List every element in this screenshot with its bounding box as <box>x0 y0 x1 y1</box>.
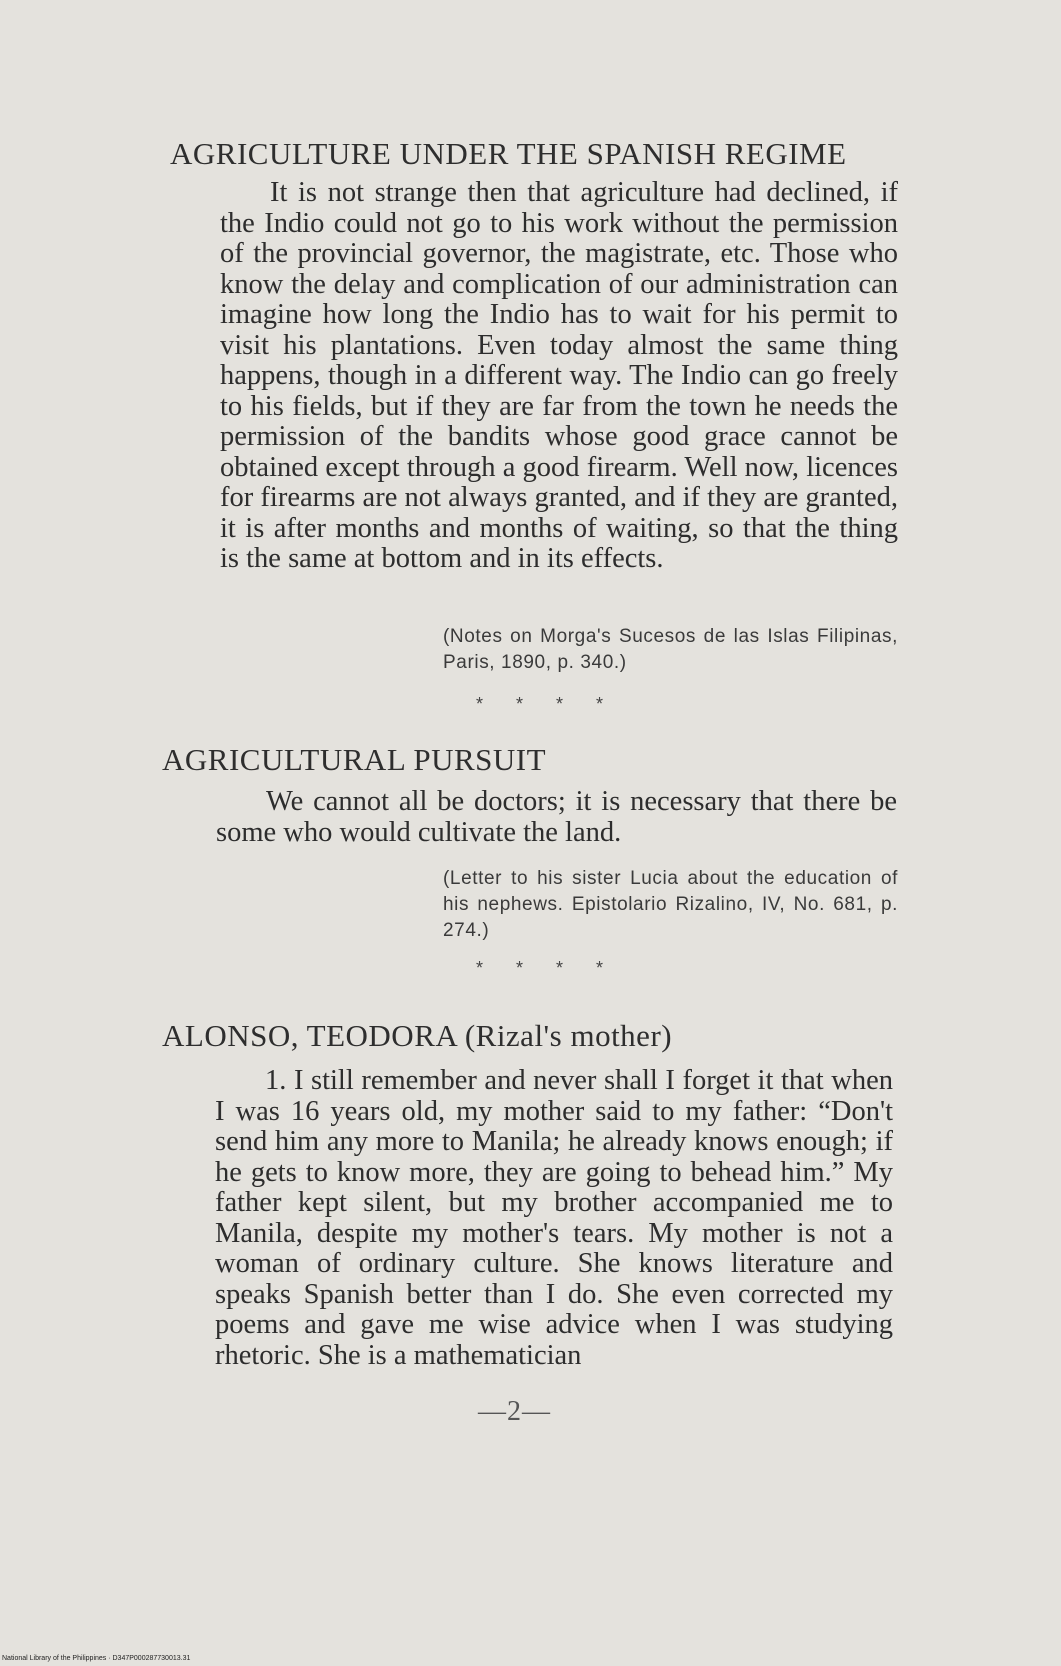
heading-subtitle: (Rizal's mother) <box>464 1018 673 1053</box>
section-body-agricultural-pursuit: We cannot all be doctors; it is necessary that there be some who would cultivate the land. <box>216 786 897 848</box>
separator-stars: * * * * <box>476 694 618 714</box>
section-heading-agricultural-pursuit: AGRICULTURAL PURSUIT <box>162 742 547 777</box>
page-number: —2— <box>478 1396 551 1427</box>
citation-letter-to-lucia: (Letter to his sister Lucia about the education of his nephews. Epistolario Rizalino, IV, No. 681, p. 274.) <box>443 868 898 941</box>
section-heading-alonso-teodora <box>162 1018 672 1054</box>
citation-notes-on-morga: (Notes on Morga's Sucesos de las Islas Filipinas, Paris, 1890, p. 340.) <box>443 626 898 673</box>
heading-name: ALONSO, TEODORA <box>162 1018 457 1053</box>
section-body-agriculture-spanish-regime: It is not strange then that agriculture had declined, if the Indio could not go to his work without the permission of the provincial governor, the magistrate, etc. Those who know the delay and complication of our administration can imagine how long the Indio has to wait for his permit to visit his plantations. Even today almost the same thing happens, though in a different way. The Indio can go freely to his fields, but if they are far from the town he needs the permission of the bandits whose good grace cannot be obtained except through a good firearm. Well now, licences for firearms are not always granted, and if they are granted, it is after months and months of waiting, so that the thing is the same at bottom and in its effects. <box>220 177 898 574</box>
footer-archive-label: National Library of the Philippines · D347P000287730013.31 <box>2 1655 191 1662</box>
separator-stars: * * * * <box>476 958 618 978</box>
section-heading-agriculture-spanish-regime: AGRICULTURE UNDER THE SPANISH REGIME <box>170 136 847 171</box>
section-body-alonso-teodora: 1. I still remember and never shall I forget it that when I was 16 years old, my mother said to my father: “Don't send him any more to Manila; he already knows enough; if he gets to know more, they are going to behead him.” My father kept silent, but my brother accompanied me to Manila, despite my mother's tears. My mother is not a woman of ordinary culture. She knows literature and speaks Spanish better than I do. She even corrected my poems and gave me wise advice when I was studying rhetoric. She is a mathematician <box>215 1065 893 1371</box>
